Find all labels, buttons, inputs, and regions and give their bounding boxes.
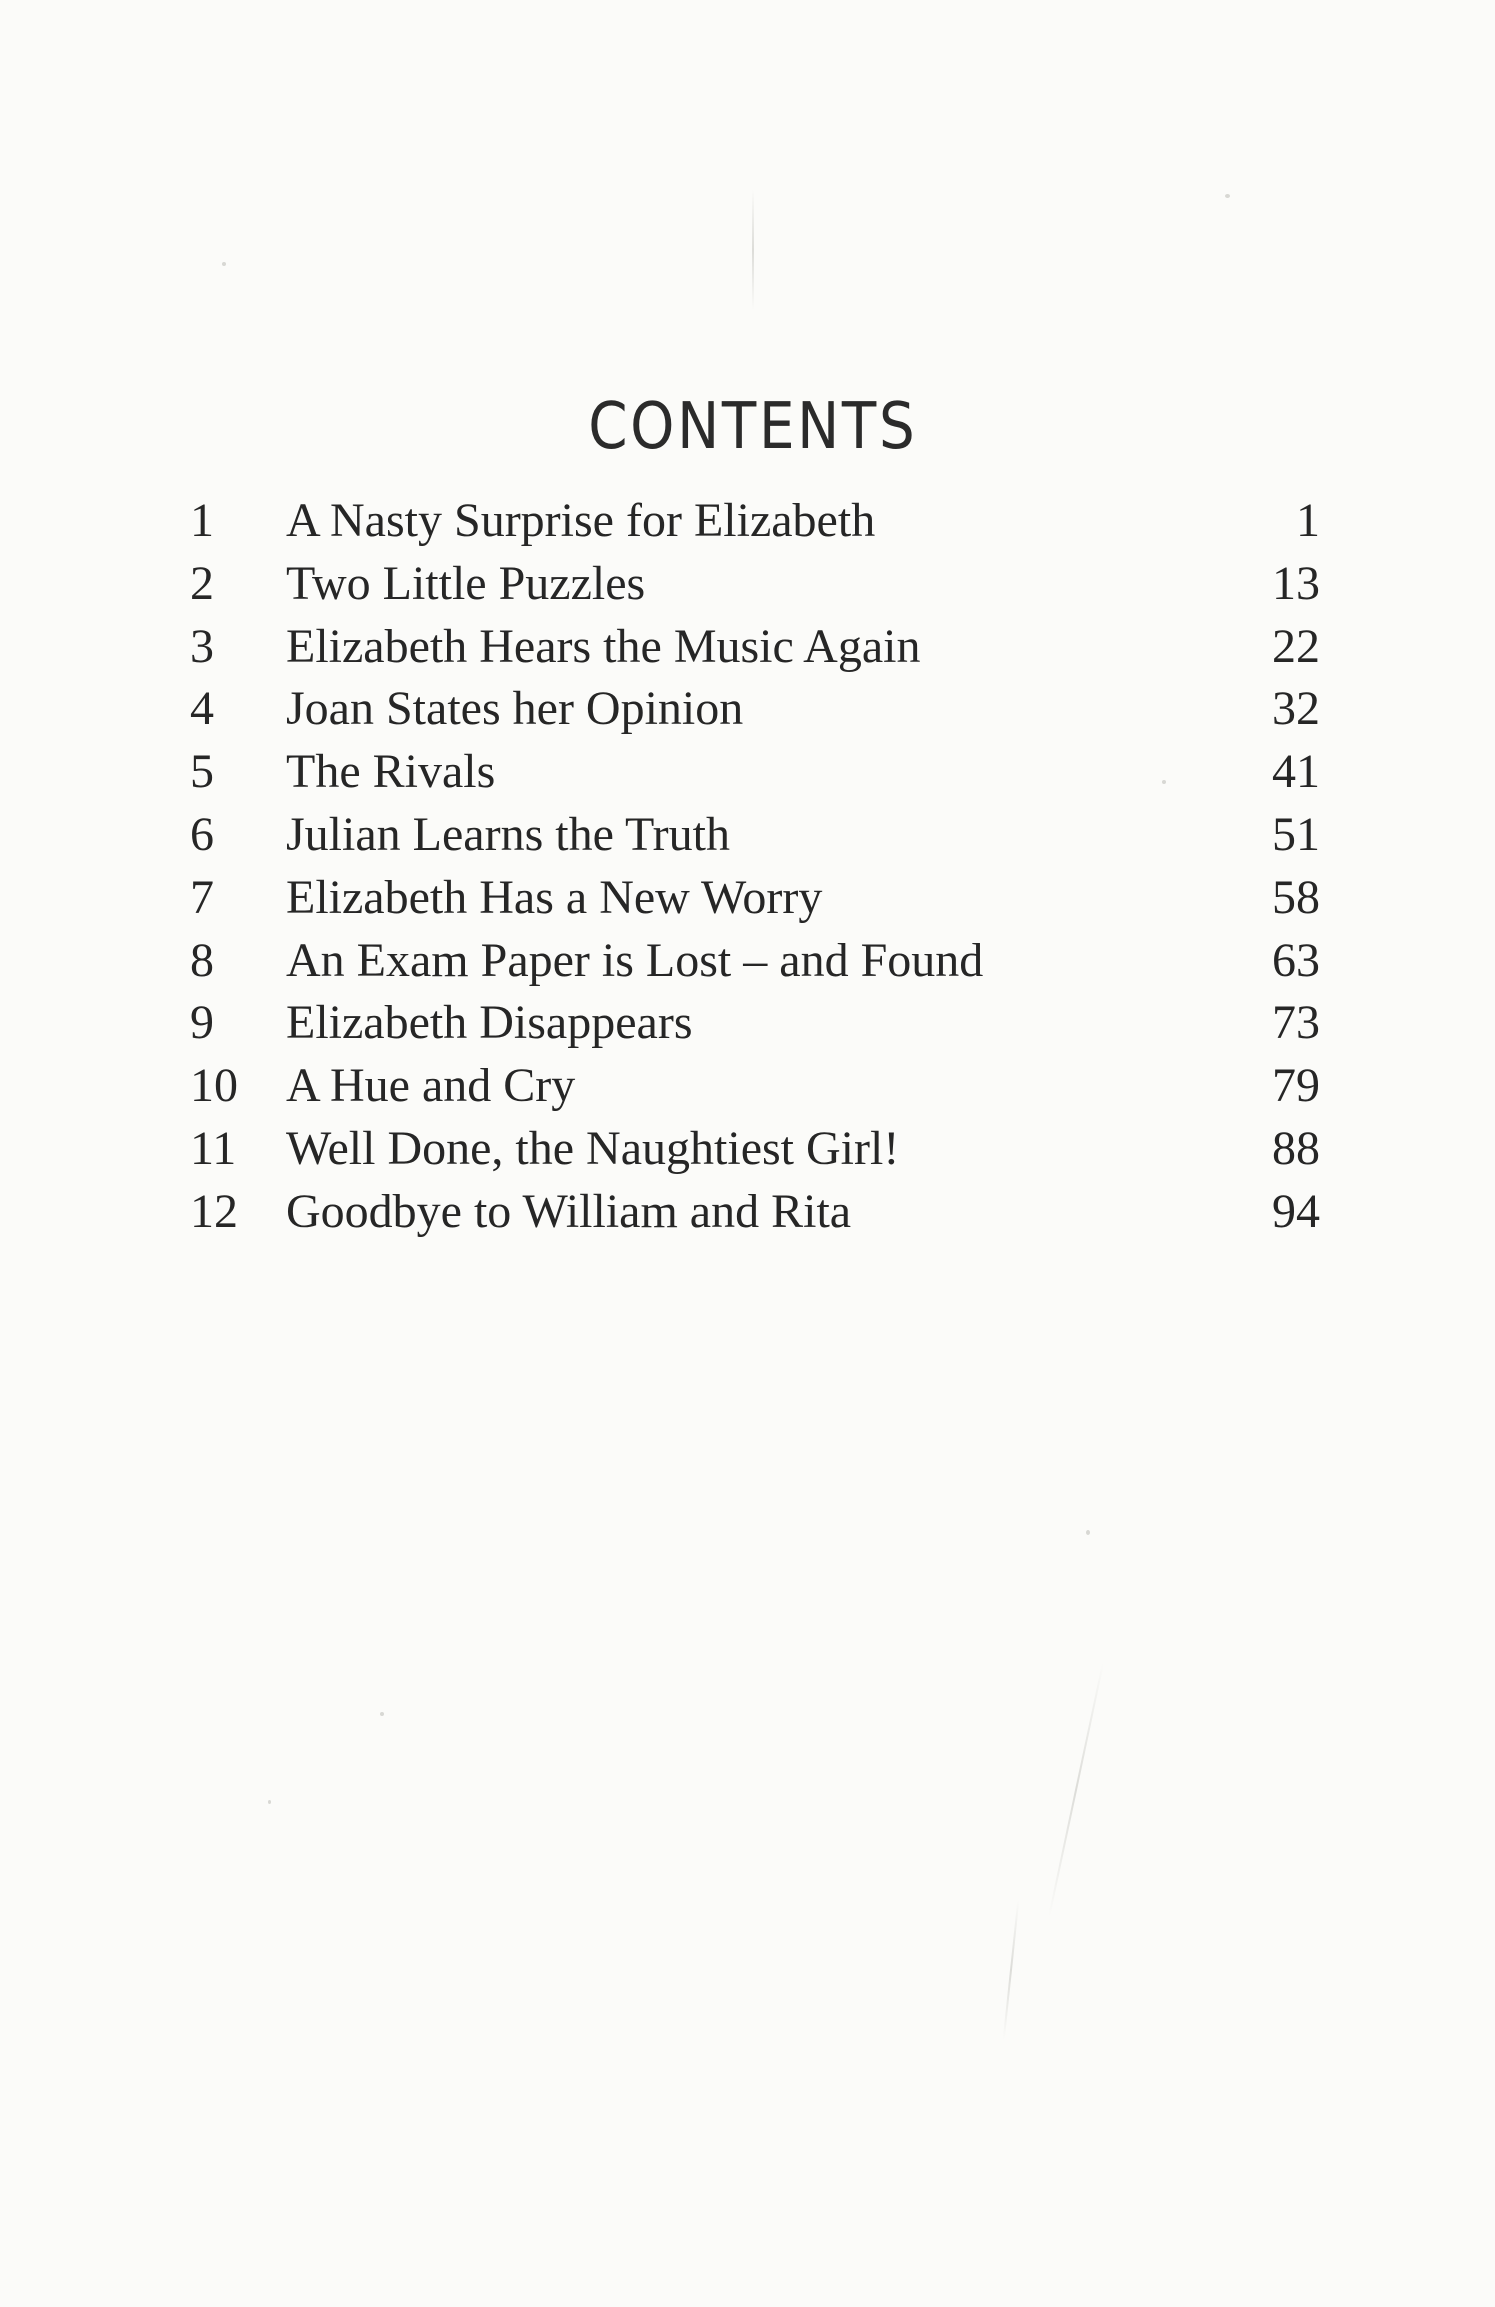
chapter-title: Two Little Puzzles [286,556,646,610]
toc-entry [190,678,1320,741]
toc-entry [190,616,1320,679]
toc-entry [190,804,1320,867]
toc-entry [190,867,1320,930]
chapter-number: 6 [190,807,214,861]
page-number: 94 [1272,1184,1320,1238]
page-number: 13 [1272,556,1320,610]
page-number: 32 [1272,682,1320,736]
chapter-title: A Nasty Surprise for Elizabeth [286,494,876,547]
chapter-number: 11 [190,1121,237,1175]
toc-entry [190,553,1320,616]
chapter-number: 2 [190,556,214,610]
chapter-title: Elizabeth Disappears [286,996,693,1050]
toc-entry [190,992,1320,1055]
paper-speck [268,1800,271,1804]
chapter-title: The Rivals [286,745,496,799]
page-number: 73 [1272,996,1320,1050]
paper-speck [222,262,226,266]
chapter-number: 10 [190,1059,238,1113]
chapter-title: Well Done, the Naughtiest Girl! [286,1121,900,1175]
chapter-number: 12 [190,1184,238,1238]
paper-speck [1225,194,1230,198]
page-number: 51 [1272,807,1320,861]
chapter-title: Goodbye to William and Rita [286,1184,852,1238]
toc-entry [190,1181,1320,1244]
chapter-number: 5 [190,745,214,799]
chapter-number: 8 [190,933,214,987]
toc-entry [190,1118,1320,1181]
page-number: 79 [1272,1059,1320,1113]
chapter-number: 1 [190,494,214,547]
paper-speck [380,1712,384,1716]
page-number: 1 [1296,494,1320,547]
paper-speck [1086,1530,1090,1535]
toc-entry [190,1055,1320,1118]
page-number: 58 [1272,870,1320,924]
table-of-contents [190,490,1320,1244]
page-number: 22 [1272,619,1320,673]
chapter-number: 7 [190,870,214,924]
toc-entry [190,930,1320,993]
chapter-title: Joan States her Opinion [286,682,744,736]
page-number: 41 [1272,745,1320,799]
chapter-title: An Exam Paper is Lost – and Found [286,933,984,987]
chapter-title: Elizabeth Has a New Worry [286,870,823,924]
paper-crease-mark [1048,1663,1104,1918]
chapter-title: Elizabeth Hears the Music Again [286,619,921,673]
paper-crease-mark [1003,1900,1020,2039]
chapter-number: 3 [190,619,214,673]
chapter-number: 4 [190,682,214,736]
page-number: 63 [1272,933,1320,987]
toc-entry [190,490,1320,553]
chapter-number: 9 [190,996,214,1050]
chapter-title: Julian Learns the Truth [286,807,730,861]
paper-crease-mark [752,190,754,310]
chapter-title: A Hue and Cry [286,1059,576,1113]
page-title: CONTENTS [588,389,918,464]
page-number: 88 [1272,1121,1320,1175]
toc-entry [190,741,1320,804]
